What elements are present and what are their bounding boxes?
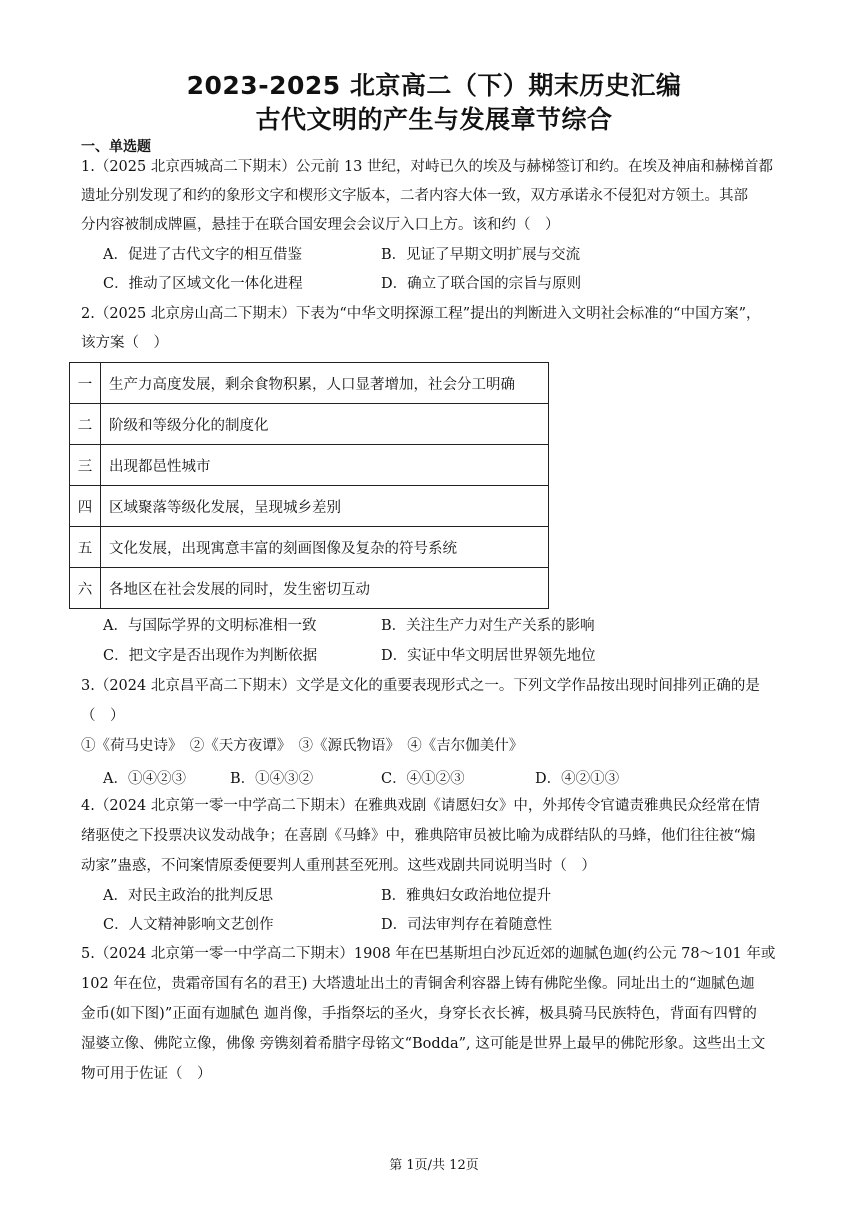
criteria-table (69, 362, 549, 609)
row-criterion: 生产力高度发展，剩余食物积累，人口显著增加，社会分工明确 (101, 363, 549, 404)
section-heading: 一、单选题 (81, 139, 151, 155)
q5-stem-line-2: 102 年在位，贵霜帝国有名的君王) 大塔遗址出土的青铜舍利容器上铸有佛陀坐像。同址出土的“迦腻色迦 (81, 976, 755, 992)
row-criterion: 文化发展，出现寓意丰富的刻画图像及复杂的符号系统 (101, 527, 549, 568)
table-row (70, 568, 549, 609)
q3-stem-line-1: 3.（2024 北京昌平高二下期末）文学是文化的重要表现形式之一。下列文学作品按出现时间排列正确的是 (81, 678, 760, 694)
q1-option-d: D．确立了联合国的宗旨与原则 (381, 276, 582, 292)
table-row (70, 363, 549, 404)
q1-stem-line-2: 遗址分别发现了和约的象形文字和楔形文字版本，二者内容大体一致，双方承诺永不侵犯对方领土。其部 (81, 188, 748, 204)
table-row (70, 445, 549, 486)
document-title: 2023-2025 北京高二（下）期末历史汇编 (186, 71, 682, 100)
q4-stem-line-2: 绪驱使之下投票决议发动战争；在喜剧《马蜂》中，雅典陪审员被比喻为成群结队的马蜂，他们往往被“煽 (81, 828, 756, 844)
q3-option-a: A．①④②③ (103, 771, 186, 787)
row-number: 四 (70, 486, 101, 527)
q5-stem-line-5: 物可用于佐证（ ） (81, 1066, 212, 1082)
q3-option-b: B．①④③② (230, 771, 314, 787)
row-number: 二 (70, 404, 101, 445)
q4-stem-line-1: 4.（2024 北京第一零一中学高二下期末）在雅典戏剧《请愿妇女》中，外邦传令官谴责雅典民众经常在情 (81, 798, 760, 814)
row-criterion: 区域聚落等级化发展，呈现城乡差别 (101, 486, 549, 527)
row-criterion: 各地区在社会发展的同时，发生密切互动 (101, 568, 549, 609)
q1-option-c: C．推动了区域文化一体化进程 (103, 276, 303, 292)
q5-stem-line-1: 5.（2024 北京第一零一中学高二下期末）1908 年在巴基斯坦白沙瓦近郊的迦腻色迦(约公元 78～101 年或 (81, 946, 776, 962)
row-number: 六 (70, 568, 101, 609)
document-subtitle: 古代文明的产生与发展章节综合 (255, 105, 613, 134)
q2-stem-line-1: 2.（2025 北京房山高二下期末）下表为“中华文明探源工程”提出的判断进入文明社会标准的“中国方案”， (81, 306, 761, 322)
table-row (70, 404, 549, 445)
q4-option-c: C．人文精神影响文艺创作 (103, 917, 274, 933)
q4-stem-line-3: 动家”蛊惑，不问案情原委便要判人重刑甚至死刑。这些戏剧共同说明当时（ ） (81, 858, 596, 874)
row-criterion: 出现都邑性城市 (101, 445, 549, 486)
q5-stem-line-3: 金币(如下图)”正面有迦腻色 迦肖像，手指祭坛的圣火，身穿长衣长裤，极具骑马民族特色，背面有四臂的 (81, 1006, 757, 1022)
q1-option-b: B．见证了早期文明扩展与交流 (381, 247, 581, 263)
q5-stem-line-4: 湿婆立像、佛陀立像，佛像 旁镌刻着希腊字母铭文“Bodda”, 这可能是世界上最早的佛陀形象。这些出土文 (81, 1036, 766, 1052)
q3-stem-line-2: （ ） (81, 708, 125, 724)
row-number: 三 (70, 445, 101, 486)
q3-option-c: C．④①②③ (381, 771, 465, 787)
q4-option-a: A．对民主政治的批判反思 (103, 888, 273, 904)
q1-stem-line-1: 1.（2025 北京西城高二下期末）公元前 13 世纪，对峙已久的埃及与赫梯签订和约。在埃及神庙和赫梯首都 (81, 159, 774, 175)
q2-stem-line-2: 该方案（ ） (81, 335, 168, 351)
row-number: 五 (70, 527, 101, 568)
q2-option-b: B．关注生产力对生产关系的影响 (381, 618, 595, 634)
q3-works-list: ①《荷马史诗》 ②《天方夜谭》 ③《源氏物语》 ④《吉尔伽美什》 (81, 738, 524, 754)
q4-option-d: D．司法审判存在着随意性 (381, 917, 553, 933)
q2-option-d: D．实证中华文明居世界领先地位 (381, 648, 596, 664)
page-number: 第 1页/共 12页 (389, 1158, 479, 1173)
q3-option-d: D．④②①③ (535, 771, 620, 787)
q4-option-b: B．雅典妇女政治地位提升 (381, 888, 552, 904)
q1-option-a: A．促进了古代文字的相互借鉴 (103, 247, 302, 263)
table-row (70, 527, 549, 568)
q2-option-a: A．与国际学界的文明标准相一致 (103, 618, 317, 634)
table-row (70, 486, 549, 527)
q2-option-c: C．把文字是否出现作为判断依据 (103, 648, 318, 664)
row-criterion: 阶级和等级分化的制度化 (101, 404, 549, 445)
q1-stem-line-3: 分内容被制成牌匾，悬挂于在联合国安理会会议厅入口上方。该和约（ ） (81, 217, 560, 233)
row-number: 一 (70, 363, 101, 404)
